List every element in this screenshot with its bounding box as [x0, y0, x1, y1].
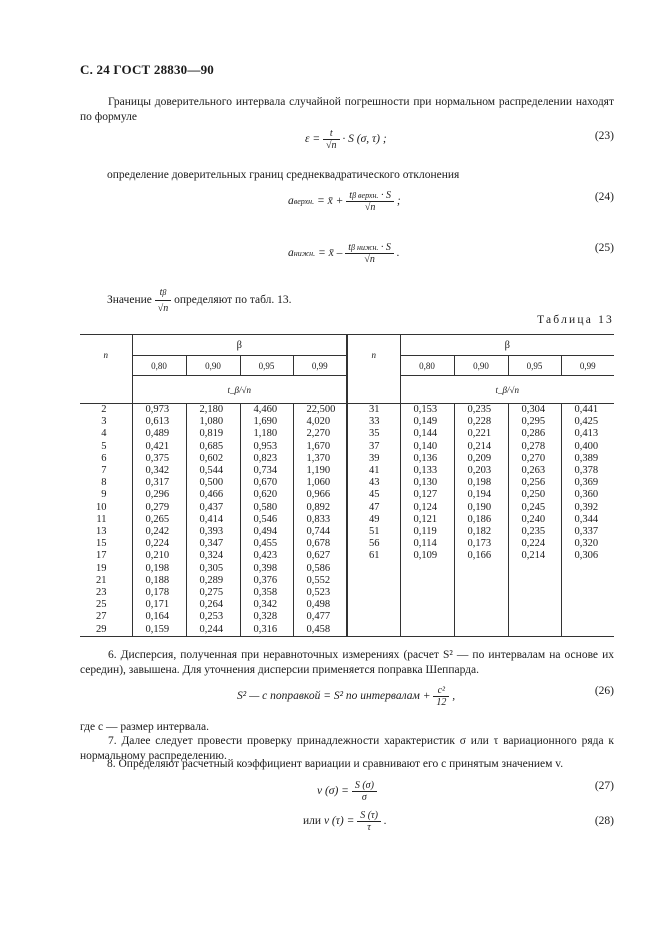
cell-value: 0,546	[240, 514, 293, 526]
cell-value: 4,020	[293, 416, 347, 428]
cell-value: 0,523	[293, 587, 347, 599]
cell-value	[454, 599, 508, 611]
cell-value: 0,358	[240, 587, 293, 599]
cell-n: 61	[347, 550, 400, 562]
equation-23	[305, 128, 387, 151]
cell-value: 0,613	[132, 416, 186, 428]
cell-value: 1,190	[293, 465, 347, 477]
cell-value: 0,973	[132, 404, 186, 417]
eq26-tail: ,	[452, 690, 456, 703]
eq26-denominator: 12	[436, 697, 447, 708]
cell-value: 0,242	[132, 526, 186, 538]
cell-value: 0,392	[561, 502, 614, 514]
cell-value: 0,494	[240, 526, 293, 538]
table-row	[80, 477, 614, 489]
cell-value: 0,316	[240, 624, 293, 637]
cell-n	[347, 599, 400, 611]
cell-value: 0,342	[240, 599, 293, 611]
eq26-numerator: c²	[433, 685, 449, 697]
cell-value: 0,337	[561, 526, 614, 538]
cell-value: 0,245	[508, 502, 561, 514]
cell-value: 0,240	[508, 514, 561, 526]
beta-value: 0,80	[400, 356, 454, 376]
cell-n: 39	[347, 453, 400, 465]
beta-value: 0,95	[508, 356, 561, 376]
cell-value: 0,133	[400, 465, 454, 477]
beta-value: 0,90	[454, 356, 508, 376]
cell-n: 15	[96, 538, 107, 550]
eq23-rhs: · S (σ, τ) ;	[342, 133, 387, 146]
table-row	[80, 538, 614, 550]
eq25-tail: .	[396, 247, 400, 260]
eq26-lhs: S² — с поправкой = S² по интервалам +	[237, 690, 431, 703]
table-row	[80, 550, 614, 562]
cell-value: 0,425	[561, 416, 614, 428]
eq24-lhs-sub: верхн.	[293, 197, 315, 207]
cell-value: 0,198	[454, 477, 508, 489]
cell-value: 0,580	[240, 502, 293, 514]
cell-n: 49	[347, 514, 400, 526]
cell-n: 29	[80, 624, 132, 637]
cell-value: 0,552	[293, 575, 347, 587]
cell-value: 0,188	[132, 575, 186, 587]
beta-value: 0,80	[132, 356, 186, 376]
cell-value: 0,164	[132, 611, 186, 623]
note-fraction	[155, 285, 172, 316]
cell-value: 0,953	[240, 441, 293, 453]
eq24-numerator	[346, 190, 394, 202]
table-row	[80, 441, 614, 453]
cell-value: 0,127	[400, 489, 454, 501]
cell-value: 0,306	[561, 550, 614, 562]
cell-n	[347, 624, 400, 637]
cell-value: 0,286	[508, 428, 561, 440]
header-beta-left: β	[132, 335, 347, 356]
cell-value: 0,734	[240, 465, 293, 477]
eq27-lhs: v (σ) =	[317, 785, 349, 798]
table-row	[80, 624, 614, 637]
eq28-denominator: τ	[367, 822, 371, 833]
cell-n	[347, 575, 400, 587]
cell-value: 0,166	[454, 550, 508, 562]
cell-value: 0,324	[186, 550, 240, 562]
table-row	[80, 575, 614, 587]
cell-value	[561, 587, 614, 599]
eq25-eq: =	[318, 247, 326, 260]
cell-n: 2	[101, 404, 107, 415]
cell-value	[508, 611, 561, 623]
cell-value: 0,221	[454, 428, 508, 440]
table-row	[80, 416, 614, 428]
cell-value: 0,114	[400, 538, 454, 550]
cell-value: 0,360	[561, 489, 614, 501]
eq27-fraction	[352, 780, 377, 803]
cell-value: 0,423	[240, 550, 293, 562]
eq24-lhs: a	[288, 195, 294, 208]
cell-value: 0,159	[132, 624, 186, 637]
cell-value: 0,823	[240, 453, 293, 465]
cell-value: 0,119	[400, 526, 454, 538]
cell-value: 0,210	[132, 550, 186, 562]
note-denominator: √n	[157, 303, 169, 314]
eq26-fraction	[433, 685, 449, 708]
cell-value: 0,130	[400, 477, 454, 489]
cell-n	[347, 587, 400, 599]
eq28-tail: .	[383, 815, 387, 828]
cell-value: 0,265	[132, 514, 186, 526]
cell-value: 0,235	[454, 404, 508, 417]
cell-value: 1,690	[240, 416, 293, 428]
table-row	[80, 526, 614, 538]
cell-n	[347, 563, 400, 575]
cell-value: 0,109	[400, 550, 454, 562]
eq27-denominator: σ	[361, 792, 367, 803]
cell-value	[400, 599, 454, 611]
eq23-denominator: √n	[326, 140, 337, 151]
cell-value: 0,121	[400, 514, 454, 526]
cell-value	[454, 611, 508, 623]
eq27-numerator: S (σ)	[352, 780, 377, 792]
cell-value: 0,320	[561, 538, 614, 550]
cell-value	[508, 563, 561, 575]
cell-value: 0,305	[186, 563, 240, 575]
cell-value: 0,304	[508, 404, 561, 417]
cell-value: 0,466	[186, 489, 240, 501]
cell-value: 0,369	[561, 477, 614, 489]
eq25-lhs: a	[288, 247, 294, 260]
cell-value	[508, 599, 561, 611]
table-row	[80, 502, 614, 514]
cell-value	[454, 575, 508, 587]
cell-value	[400, 624, 454, 637]
eq25-xbar: x̄ –	[328, 247, 343, 260]
cell-value: 0,500	[186, 477, 240, 489]
cell-n: 9	[101, 489, 107, 501]
cell-n: 33	[347, 416, 400, 428]
cell-n: 37	[347, 441, 400, 453]
equation-26	[237, 685, 455, 708]
cell-value: 0,190	[454, 502, 508, 514]
cell-n: 7	[101, 465, 107, 477]
equation-28-label: (28)	[594, 815, 614, 827]
cell-value: 0,498	[293, 599, 347, 611]
cell-value: 0,620	[240, 489, 293, 501]
cell-value: 1,060	[293, 477, 347, 489]
header-n-left: n	[80, 335, 132, 376]
cell-value: 0,744	[293, 526, 347, 538]
eq25-denominator: √n	[364, 254, 375, 265]
cell-value	[400, 611, 454, 623]
cell-value	[508, 575, 561, 587]
cell-value: 0,263	[508, 465, 561, 477]
header-beta-right: β	[400, 335, 614, 356]
cell-value: 0,295	[508, 416, 561, 428]
cell-n: 25	[96, 599, 107, 611]
cell-value	[508, 587, 561, 599]
cell-value: 0,296	[132, 489, 186, 501]
cell-value: 0,214	[454, 441, 508, 453]
cell-value: 0,602	[186, 453, 240, 465]
cell-value: 0,153	[400, 404, 454, 417]
cell-value	[508, 624, 561, 637]
cell-value: 22,500	[293, 404, 347, 417]
cell-value: 0,398	[240, 563, 293, 575]
cell-value: 0,489	[132, 428, 186, 440]
cell-value	[561, 611, 614, 623]
table-row	[80, 514, 614, 526]
cell-value: 0,144	[400, 428, 454, 440]
cell-n: 3	[101, 416, 107, 428]
cell-n: 10	[96, 501, 107, 513]
cell-value: 0,458	[293, 624, 347, 637]
eq24-denominator: √n	[364, 202, 376, 213]
cell-value: 0,586	[293, 563, 347, 575]
table-row	[80, 587, 614, 599]
cell-n: 8	[101, 477, 107, 489]
cell-n: 23	[96, 587, 107, 599]
cell-n: 56	[347, 538, 400, 550]
cell-n: 17	[96, 550, 107, 562]
table-row	[80, 599, 614, 611]
cell-value: 0,140	[400, 441, 454, 453]
eq25-t: t	[348, 242, 352, 253]
cell-value: 0,203	[454, 465, 508, 477]
equation-25-label: (25)	[594, 242, 614, 254]
table-13	[80, 334, 614, 637]
cell-value: 0,256	[508, 477, 561, 489]
cell-value: 0,685	[186, 441, 240, 453]
eq24-eq: =	[317, 195, 325, 208]
table-row	[80, 404, 614, 417]
cell-value	[561, 563, 614, 575]
cell-value: 0,235	[508, 526, 561, 538]
page-header: С. 24 ГОСТ 28830—90	[80, 62, 214, 77]
cell-value: 0,182	[454, 526, 508, 538]
table-row	[80, 489, 614, 501]
cell-value: 0,186	[454, 514, 508, 526]
eq24-fraction	[346, 190, 394, 213]
cell-n: 47	[347, 502, 400, 514]
cell-value: 0,224	[508, 538, 561, 550]
cell-value: 0,627	[293, 550, 347, 562]
cell-n: 4	[101, 428, 107, 440]
paragraph-interval-size: где c — размер интервала.	[80, 721, 209, 733]
eq24-s: · S	[380, 190, 391, 201]
cell-value: 0,209	[454, 453, 508, 465]
eq28-numerator: S (τ)	[357, 810, 381, 822]
cell-value: 0,342	[132, 465, 186, 477]
header-n-right: n	[347, 335, 400, 376]
cell-value: 0,413	[561, 428, 614, 440]
cell-n: 5	[101, 440, 107, 452]
cell-value: 1,670	[293, 441, 347, 453]
paragraph-7-normality: 7. Далее следует провести проверку принадлежности характеристик σ или τ вариационного ряда к нормальному распределению.	[80, 735, 614, 762]
cell-value: 0,317	[132, 477, 186, 489]
table-row	[80, 453, 614, 465]
note-t: t	[159, 287, 163, 298]
beta-value: 0,90	[186, 356, 240, 376]
cell-value	[454, 563, 508, 575]
table-row	[80, 465, 614, 477]
cell-n: 31	[347, 404, 400, 417]
cell-value: 0,270	[508, 453, 561, 465]
header-sublabel-right: t_β/√n	[400, 376, 614, 404]
cell-value	[561, 599, 614, 611]
table-reference-note	[107, 285, 292, 316]
cell-n: 13	[96, 526, 107, 538]
cell-value: 0,414	[186, 514, 240, 526]
cell-n: 11	[96, 513, 107, 525]
cell-n: 19	[96, 562, 107, 574]
beta-value: 0,95	[240, 356, 293, 376]
eq24-t: t	[349, 190, 353, 201]
table-row	[80, 611, 614, 623]
table-body	[80, 404, 614, 637]
paragraph-interval-formula: Границы доверительного интервала случайной погрешности при нормальном распределении находят по формуле	[80, 96, 614, 123]
cell-n: 6	[101, 452, 107, 464]
eq23-lhs: ε =	[305, 133, 321, 146]
cell-value: 0,136	[400, 453, 454, 465]
cell-n: 41	[347, 465, 400, 477]
cell-value: 0,966	[293, 489, 347, 501]
cell-value: 0,393	[186, 526, 240, 538]
cell-value: 0,253	[186, 611, 240, 623]
note-numerator	[155, 285, 172, 301]
eq25-t-sub: β нижн.	[351, 243, 379, 252]
cell-n: 27	[96, 611, 107, 623]
cell-value: 0,344	[561, 514, 614, 526]
cell-value: 0,544	[186, 465, 240, 477]
cell-value: 0,250	[508, 489, 561, 501]
cell-value: 0,892	[293, 502, 347, 514]
cell-value: 0,441	[561, 404, 614, 417]
cell-n: 35	[347, 428, 400, 440]
table-row	[80, 563, 614, 575]
cell-value	[561, 575, 614, 587]
cell-value	[400, 587, 454, 599]
cell-value: 0,375	[132, 453, 186, 465]
beta-value: 0,99	[561, 356, 614, 376]
cell-value: 0,264	[186, 599, 240, 611]
cell-n: 21	[96, 574, 107, 586]
cell-value: 0,289	[186, 575, 240, 587]
cell-value: 0,347	[186, 538, 240, 550]
cell-value: 0,455	[240, 538, 293, 550]
paragraph-8-variation: 8. Определяют расчетный коэффициент вариации и сравнивают его с принятым значением v.	[107, 758, 564, 770]
table-caption: Таблица 13	[537, 314, 614, 326]
cell-value: 2,270	[293, 428, 347, 440]
eq25-lhs-sub: нижн.	[293, 249, 316, 259]
eq25-numerator	[345, 242, 394, 254]
cell-n	[347, 611, 400, 623]
eq24-tail: ;	[396, 195, 401, 208]
equation-27	[317, 780, 377, 803]
cell-value	[400, 563, 454, 575]
cell-value: 2,180	[186, 404, 240, 417]
cell-value: 0,275	[186, 587, 240, 599]
eq25-s: · S	[380, 242, 391, 253]
cell-value: 0,378	[561, 465, 614, 477]
cell-value: 0,149	[400, 416, 454, 428]
cell-value: 0,244	[186, 624, 240, 637]
cell-value: 1,080	[186, 416, 240, 428]
note-suffix: определяют по табл. 13.	[174, 294, 292, 307]
cell-value: 0,421	[132, 441, 186, 453]
paragraph-6-dispersion: 6. Дисперсия, полученная при неравноточных измерениях (расчет S² — по интервалам на основе их середин), завышена. Для уточнения дисперсии применяется поправка Шеппарда.	[80, 649, 614, 676]
eq28-prefix: или	[303, 815, 322, 828]
eq24-t-sub: β верхн.	[352, 191, 379, 200]
note-prefix: Значение	[107, 294, 152, 307]
paragraph-stddev-bounds: определение доверительных границ среднеквадратического отклонения	[107, 169, 460, 181]
cell-n: 51	[347, 526, 400, 538]
cell-value: 0,437	[186, 502, 240, 514]
eq25-fraction	[345, 242, 394, 265]
cell-value: 0,328	[240, 611, 293, 623]
eq28-fraction	[357, 810, 381, 833]
cell-value: 0,477	[293, 611, 347, 623]
cell-value	[400, 575, 454, 587]
equation-24	[288, 190, 401, 213]
cell-value: 0,389	[561, 453, 614, 465]
cell-value: 0,224	[132, 538, 186, 550]
cell-value: 0,678	[293, 538, 347, 550]
equation-23-label: (23)	[594, 130, 614, 142]
cell-value: 1,180	[240, 428, 293, 440]
cell-value: 0,376	[240, 575, 293, 587]
cell-value: 0,400	[561, 441, 614, 453]
cell-value: 0,173	[454, 538, 508, 550]
cell-value: 0,194	[454, 489, 508, 501]
cell-value: 0,819	[186, 428, 240, 440]
cell-value: 0,278	[508, 441, 561, 453]
table-row	[80, 428, 614, 440]
cell-n: 43	[347, 477, 400, 489]
cell-value: 0,228	[454, 416, 508, 428]
cell-value: 1,370	[293, 453, 347, 465]
cell-value: 0,670	[240, 477, 293, 489]
cell-value: 0,214	[508, 550, 561, 562]
cell-value: 0,171	[132, 599, 186, 611]
equation-28	[303, 810, 387, 833]
header-sublabel-left: t_β/√n	[132, 376, 347, 404]
cell-value	[561, 624, 614, 637]
cell-value: 4,460	[240, 404, 293, 417]
cell-value: 0,833	[293, 514, 347, 526]
equation-27-label: (27)	[594, 780, 614, 792]
eq28-lhs: v (τ) =	[323, 815, 355, 828]
cell-value: 0,198	[132, 563, 186, 575]
eq24-xbar: x̄ +	[327, 195, 344, 208]
cell-value	[454, 624, 508, 637]
cell-value: 0,279	[132, 502, 186, 514]
equation-25	[288, 242, 400, 265]
cell-value: 0,178	[132, 587, 186, 599]
eq23-fraction	[323, 128, 340, 151]
cell-n: 45	[347, 489, 400, 501]
note-t-sub: β	[162, 288, 167, 297]
eq23-numerator: t	[323, 128, 340, 140]
cell-value: 0,124	[400, 502, 454, 514]
equation-24-label: (24)	[594, 191, 614, 203]
equation-26-label: (26)	[594, 685, 614, 697]
cell-value	[454, 587, 508, 599]
beta-value: 0,99	[293, 356, 347, 376]
